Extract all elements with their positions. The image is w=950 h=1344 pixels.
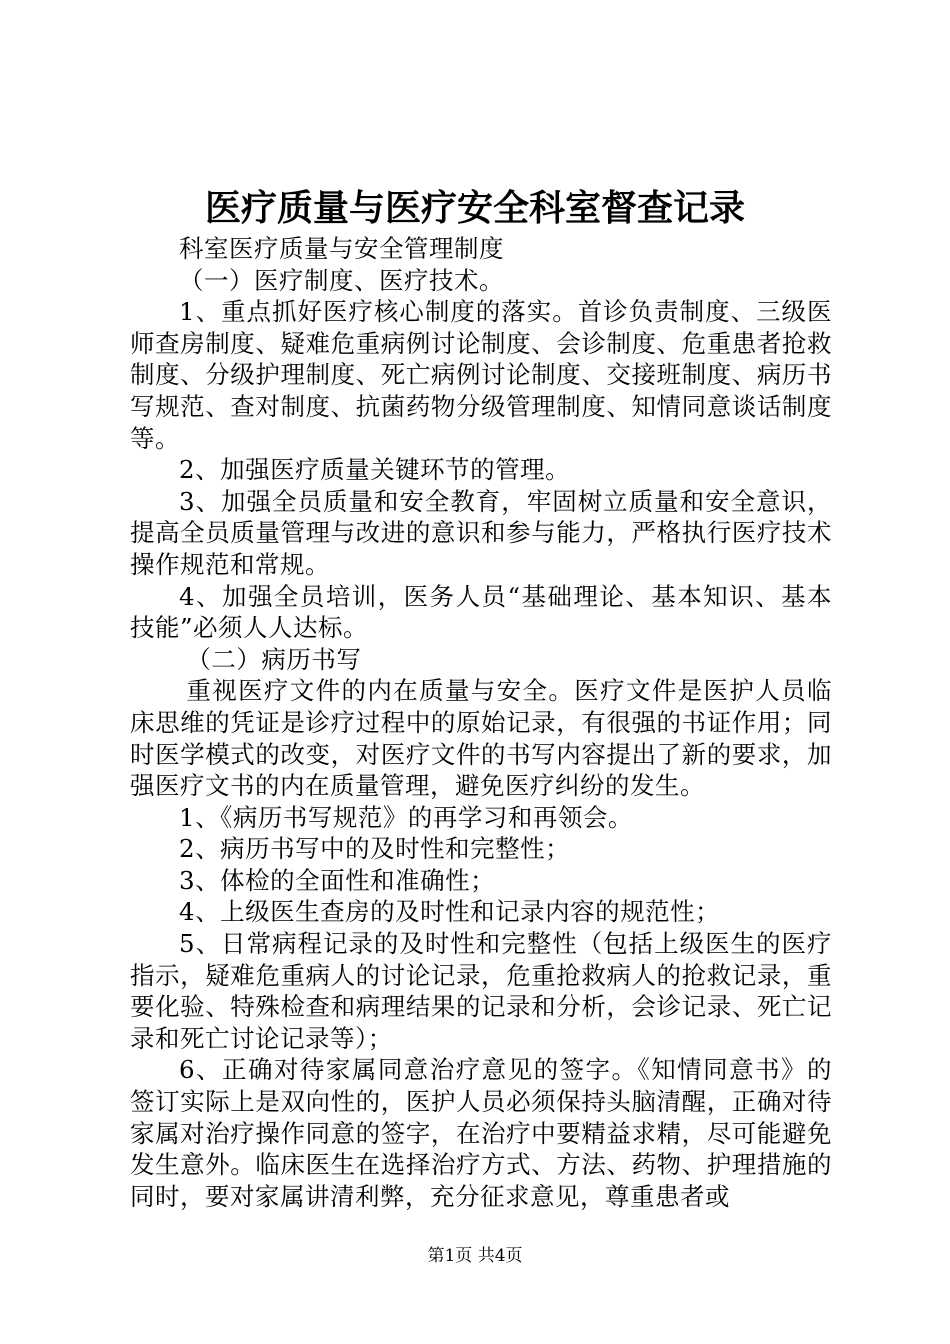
- paragraph-heading: 科室医疗质量与安全管理制度: [179, 234, 504, 263]
- paragraph: 1、重点抓好医疗核心制度的落实。首诊负责制度、三级医师查房制度、疑难危重病例讨论制度、会诊制度、危重患者抢救制度、分级护理制度、死亡病例讨论制度、交接班制度、病历书写规范、查对制度、抗菌药物分级管理制度、知情同意谈话制度等。: [130, 297, 832, 453]
- paragraph: 1、《病历书写规范》的再学习和再领会。: [179, 802, 633, 832]
- section-heading-1: （一）医疗制度、医疗技术。: [179, 265, 504, 295]
- paragraph: 6、正确对待家属同意治疗意见的签字。《知情同意书》的签订实际上是双向性的，医护人员必须保持头脑清醒，正确对待家属对治疗操作同意的签字，在治疗中要精益求精，尽可能避免发生意外。临床医生在选择治疗方式、方法、药物、护理措施的同时，要对家属讲清利弊，充分征求意见，尊重患者或: [130, 1055, 832, 1211]
- paragraph: 5、日常病程记录的及时性和完整性（包括上级医生的医疗指示，疑难危重病人的讨论记录，危重抢救病人的抢救记录，重要化验、特殊检查和病理结果的记录和分析，会诊记录、死亡记录和死亡讨论记录等）；: [130, 929, 832, 1053]
- document-title: 医疗质量与医疗安全科室督查记录: [204, 187, 745, 229]
- paragraph: 2、病历书写中的及时性和完整性；: [179, 834, 571, 864]
- paragraph: 4、上级医生查房的及时性和记录内容的规范性；: [179, 897, 721, 927]
- paragraph: 3、加强全员质量和安全教育，牢固树立质量和安全意识，提高全员质量管理与改进的意识和参与能力，严格执行医疗技术操作规范和常规。: [130, 486, 832, 579]
- paragraph: 4、加强全员培训，医务人员“基础理论、基本知识、基本技能”必须人人达标。: [130, 581, 832, 643]
- page-number: 第1页 共4页: [427, 1246, 523, 1266]
- paragraph: 2、加强医疗质量关键环节的管理。: [179, 455, 571, 485]
- paragraph: 3、体检的全面性和准确性；: [179, 865, 496, 895]
- document-body: [130, 233, 832, 1212]
- section-heading-2: （二）病历书写: [186, 644, 362, 674]
- paragraph: 重视医疗文件的内在质量与安全。医疗文件是医护人员临床思维的凭证是诊疗过程中的原始记录，有很强的书证作用；同时医学模式的改变，对医疗文件的书写内容提出了新的要求，加强医疗文书的内在质量管理，避免医疗纠纷的发生。: [130, 676, 832, 801]
